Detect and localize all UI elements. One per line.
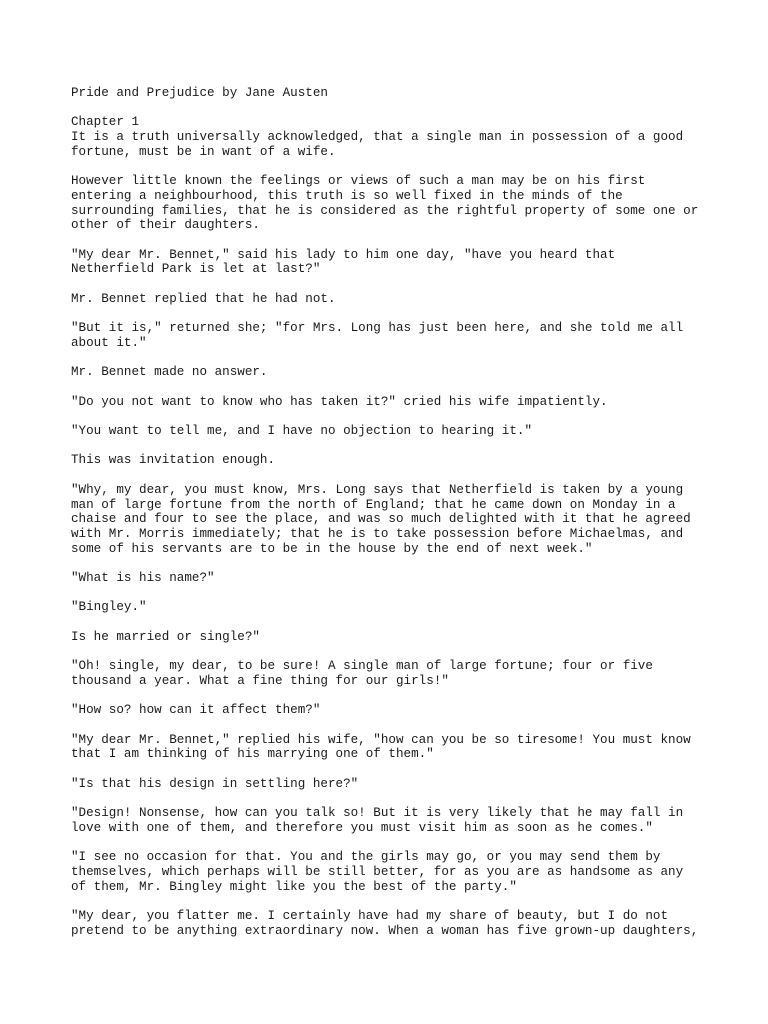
- paragraph-line: "Is that his design in settling here?": [71, 776, 359, 791]
- paragraph: [71, 483, 711, 557]
- paragraph: [71, 424, 711, 439]
- paragraph-line: "But it is," returned she; "for Mrs. Long has just been here, and she told me all: [71, 321, 684, 336]
- paragraph-line: Mr. Bennet replied that he had not.: [71, 291, 336, 306]
- paragraph: [71, 630, 711, 645]
- paragraph-line: "I see no occasion for that. You and the girls may go, or you may send them by: [71, 850, 661, 865]
- paragraph: [71, 248, 711, 277]
- paragraph: [71, 130, 711, 159]
- paragraph-list: [71, 130, 711, 938]
- paragraph-line: man of large fortune from the north of England; that he came down on Monday in a: [71, 497, 676, 512]
- paragraph-line: "How so? how can it affect them?": [71, 703, 321, 718]
- paragraph-line: "My dear, you flatter me. I certainly have had my share of beauty, but I do not: [71, 909, 669, 924]
- paragraph-line: thousand a year. What a fine thing for our girls!": [71, 673, 449, 688]
- paragraph-line: "Oh! single, my dear, to be sure! A single man of large fortune; four or five: [71, 659, 653, 674]
- paragraph-line: pretend to be anything extraordinary now. When a woman has five grown-up daughters,: [71, 923, 699, 938]
- document-title: Pride and Prejudice by Jane Austen: [71, 86, 328, 100]
- paragraph-line: fortune, must be in want of a wife.: [71, 144, 336, 159]
- paragraph-line: "What is his name?": [71, 571, 215, 586]
- paragraph: [71, 600, 711, 615]
- paragraph: [71, 365, 711, 380]
- paragraph: [71, 395, 711, 410]
- paragraph-line: some of his servants are to be in the house by the end of next week.": [71, 541, 593, 556]
- paragraph-line: surrounding families, that he is considered as the rightful property of some one or: [71, 203, 699, 218]
- document-body: [71, 86, 711, 953]
- paragraph-line: of them, Mr. Bingley might like you the best of the party.": [71, 879, 517, 894]
- paragraph-line: "Why, my dear, you must know, Mrs. Long says that Netherfield is taken by a young: [71, 482, 684, 497]
- paragraph-line: "Bingley.": [71, 600, 147, 615]
- paragraph-line: Netherfield Park is let at last?": [71, 262, 321, 277]
- paragraph-line: chaise and four to see the place, and was so much delighted with it that he agreed: [71, 512, 691, 527]
- paragraph: [71, 806, 711, 835]
- paragraph-line: "Design! Nonsense, how can you talk so! But it is very likely that he may fall in: [71, 806, 684, 821]
- paragraph-line: However little known the feelings or views of such a man may be on his first: [71, 174, 646, 189]
- paragraph: [71, 777, 711, 792]
- paragraph-line: Mr. Bennet made no answer.: [71, 365, 268, 380]
- paragraph: [71, 321, 711, 350]
- paragraph-line: It is a truth universally acknowledged, that a single man in possession of a good: [71, 130, 684, 145]
- paragraph: [71, 571, 711, 586]
- paragraph: [71, 733, 711, 762]
- paragraph-line: themselves, which perhaps will be still better, for as you are as handsome as any: [71, 864, 684, 879]
- paragraph: [71, 703, 711, 718]
- paragraph-line: entering a neighbourhood, this truth is so well fixed in the minds of the: [71, 188, 623, 203]
- paragraph-line: about it.": [71, 335, 147, 350]
- paragraph-line: "My dear Mr. Bennet," replied his wife, "how can you be so tiresome! You must know: [71, 732, 691, 747]
- paragraph-line: that I am thinking of his marrying one of them.": [71, 747, 434, 762]
- paragraph: [71, 659, 711, 688]
- paragraph-line: "Do you not want to know who has taken it?" cried his wife impatiently.: [71, 394, 608, 409]
- paragraph-line: with Mr. Morris immediately; that he is to take possession before Michaelmas, and: [71, 526, 684, 541]
- paragraph: [71, 850, 711, 894]
- paragraph-line: This was invitation enough.: [71, 453, 276, 468]
- paragraph: [71, 909, 711, 938]
- paragraph-line: love with one of them, and therefore you must visit him as soon as he comes.": [71, 820, 653, 835]
- paragraph: [71, 174, 711, 233]
- paragraph-line: Is he married or single?": [71, 629, 260, 644]
- paragraph-line: other of their daughters.: [71, 218, 260, 233]
- paragraph-line: "You want to tell me, and I have no objection to hearing it.": [71, 424, 533, 439]
- paragraph: [71, 292, 711, 307]
- paragraph: [71, 453, 711, 468]
- paragraph-line: "My dear Mr. Bennet," said his lady to him one day, "have you heard that: [71, 247, 616, 262]
- chapter-heading: Chapter 1: [71, 115, 140, 130]
